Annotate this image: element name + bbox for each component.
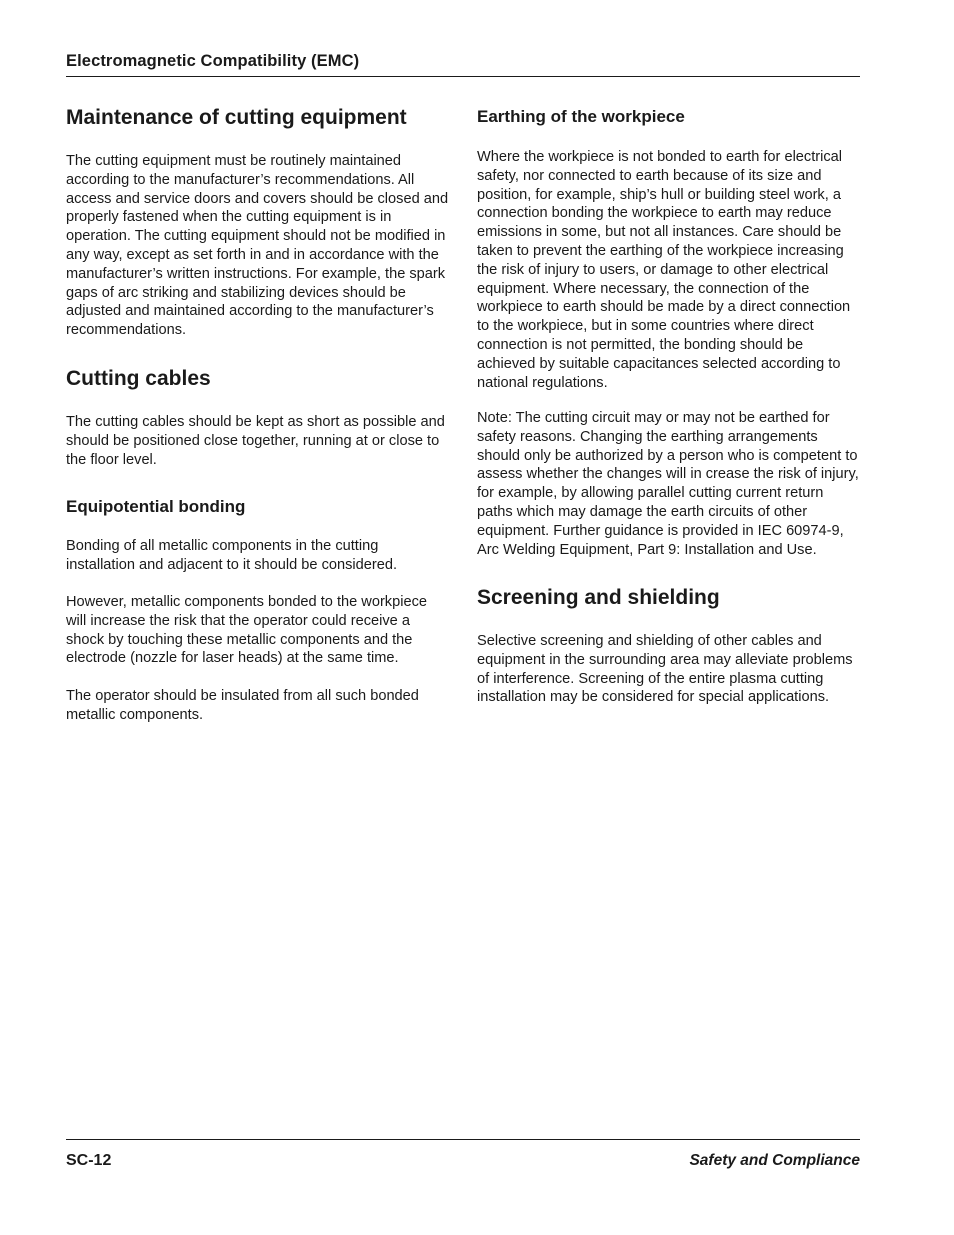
page-number: SC-12 (66, 1152, 112, 1169)
cutting-cables-heading: Cutting cables (66, 367, 211, 390)
screening-heading: Screening and shielding (477, 586, 720, 609)
maintenance-body: The cutting equipment must be routinely maintained according to the manufacturer’s recommendations. All access and service doors and covers should be closed and properly fastened when the cutting equipment is in operation. The cutting equipment should not be modified in any way, except as set forth in and in accordance with the manufacturer’s written instructions. For example, the spark gaps of arc striking and stabilizing devices should be adjusted and maintained according to the manufacturer’s recommendations. (66, 153, 449, 339)
earthing-paragraph-1: Where the workpiece is not bonded to earth for electrical safety, nor connected to earth because of its size and position, for example, ship’s hull or building steel work, a connection bonding the workpiece to earth may reduce emissions in some, but not all instances. Care should be taken to prevent the earthing of the workpiece increasing the risk of injury to users, or damage to other electrical equipment. Where necessary, the connection of the workpiece to earth should be made by a direct connection to the workpiece, but in some countries where direct connection is not permitted, the bonding should be achieved by suitable capacitances selected according to national regulations. (477, 149, 851, 391)
maintenance-heading: Maintenance of cutting equipment (66, 106, 407, 129)
bonding-paragraph-1: Bonding of all metallic components in the cutting installation and adjacent to it should be considered. (66, 538, 398, 573)
header-divider (66, 76, 860, 77)
earthing-heading: Earthing of the workpiece (477, 107, 685, 126)
screening-body: Selective screening and shielding of other cables and equipment in the surrounding area may alleviate problems of interference. Screening of the entire plasma cutting installation may be considered for special applications. (477, 633, 853, 706)
cutting-cables-body: The cutting cables should be kept as short as possible and should be positioned close together, running at or close to the floor level. (66, 414, 445, 468)
footer-section-title: Safety and Compliance (689, 1152, 860, 1169)
bonding-paragraph-3: The operator should be insulated from all such bonded metallic components. (66, 688, 419, 723)
footer-divider (66, 1139, 860, 1140)
running-header: Electromagnetic Compatibility (EMC) (66, 52, 360, 70)
equipotential-bonding-heading: Equipotential bonding (66, 497, 246, 516)
bonding-paragraph-2: However, metallic components bonded to the workpiece will increase the risk that the operator could receive a shock by touching these metallic components and the electrode (nozzle for laser heads) at the same time. (66, 594, 427, 667)
earthing-note: Note: The cutting circuit may or may not be earthed for safety reasons. Changing the earthing arrangements should only be authorized by a person who is competent to assess whether the changes will in crease the risk of injury, for example, by allowing parallel cutting current return paths which may damage the earth circuits of other equipment. Further guidance is provided in IEC 60974-9, Arc Welding Equipment, Part 9: Installation and Use. (477, 410, 859, 558)
